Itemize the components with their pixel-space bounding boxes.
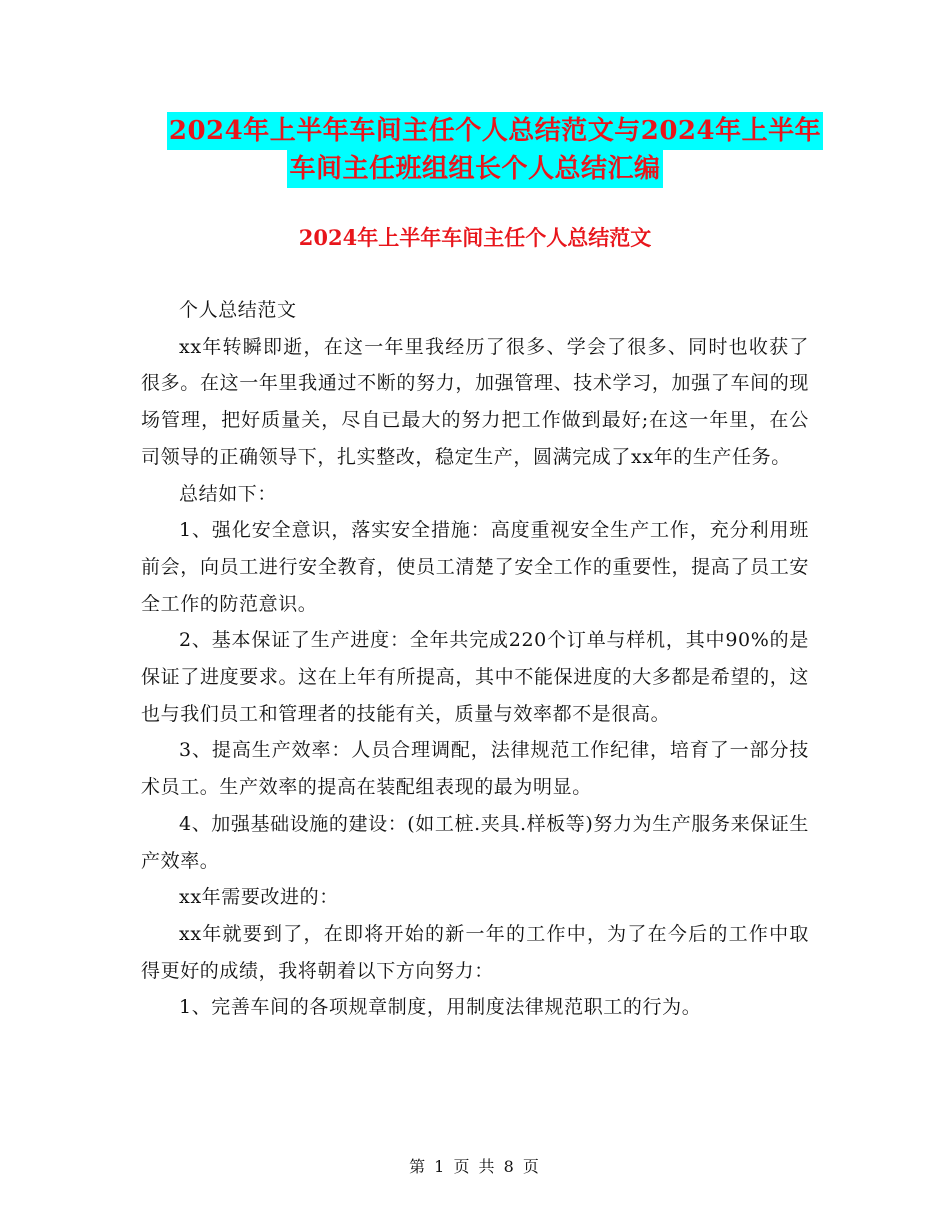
paragraph: 4、加强基础设施的建设：(如工桩.夹具.样板等)努力为生产服务来保证生产效率。 — [141, 812, 809, 872]
document-title — [0, 112, 950, 188]
paragraph: 总结如下： — [179, 482, 278, 505]
paragraph: 1、强化安全意识，落实安全措施：高度重视安全生产工作，充分利用班前会，向员工进行安全教育，使员工清楚了安全工作的重要性，提高了员工安全工作的防范意识。 — [141, 519, 809, 615]
paragraph: 1、完善车间的各项规章制度，用制度法律规范职工的行为。 — [179, 996, 702, 1019]
section-heading: 2024年上半年车间主任个人总结范文 — [298, 225, 652, 250]
document-body — [141, 292, 809, 1026]
title-line-1: 2024年上半年车间主任个人总结范文与2024年上半年 — [167, 112, 823, 150]
paragraph: 个人总结范文 — [179, 299, 297, 321]
paragraph: xx年转瞬即逝，在这一年里我经历了很多、学会了很多、同时也收获了很多。在这一年里我通过不断的努力，加强管理、技术学习，加强了车间的现场管理，把好质量关，尽自已最大的努力把工作做到最好;在这一年里，在公司领导的正确领导下，扎实整改，稳定生产，圆满完成了xx年的生产任务。 — [141, 335, 809, 468]
paragraph: xx年就要到了，在即将开始的新一年的工作中，为了在今后的工作中取得更好的成绩，我将朝着以下方向努力： — [141, 922, 809, 982]
page-footer: 第 1 页 共 8 页 — [409, 1157, 541, 1176]
paragraph: 3、提高生产效率：人员合理调配，法律规范工作纪律，培育了一部分技术员工。生产效率的提高在装配组表现的最为明显。 — [141, 739, 809, 799]
paragraph: xx年需要改进的： — [179, 886, 339, 909]
title-line-2: 车间主任班组组长个人总结汇编 — [287, 150, 662, 188]
paragraph: 2、基本保证了生产进度：全年共完成220个订单与样机，其中90%的是保证了进度要求。这在上年有所提高，其中不能保进度的大多都是希望的，这也与我们员工和管理者的技能有关，质量与效率都不是很高。 — [141, 629, 809, 725]
